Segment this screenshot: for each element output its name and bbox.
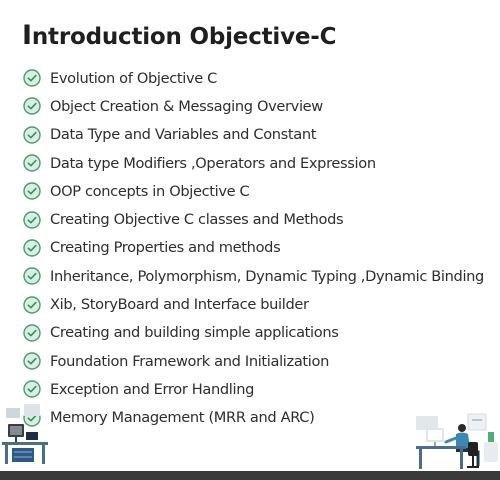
topic-label: Creating and building simple applications bbox=[50, 324, 339, 342]
list-item bbox=[22, 347, 498, 375]
list-item bbox=[22, 375, 498, 403]
topic-label: Object Creation & Messaging Overview bbox=[50, 97, 323, 115]
slide-title-rest: ntroduction Objective-C bbox=[31, 24, 337, 50]
check-circle-icon bbox=[23, 182, 41, 200]
topic-label: Foundation Framework and Initialization bbox=[50, 352, 329, 370]
footer-bar bbox=[0, 471, 500, 480]
list-item bbox=[22, 234, 498, 262]
check-circle-icon bbox=[23, 211, 41, 229]
topic-label: Creating Objective C classes and Methods bbox=[50, 211, 344, 229]
topic-label: Evolution of Objective C bbox=[50, 69, 218, 87]
desk-illustration-left bbox=[0, 402, 52, 470]
list-item bbox=[22, 64, 498, 92]
topic-label: Inheritance, Polymorphism, Dynamic Typing ,Dynamic Binding bbox=[50, 267, 484, 285]
slide-title-first-letter: I bbox=[22, 20, 32, 51]
topic-label: Data type Modifiers ,Operators and Expression bbox=[50, 154, 376, 172]
list-item bbox=[22, 149, 498, 177]
list-item bbox=[22, 290, 498, 318]
topic-list bbox=[22, 64, 498, 432]
topic-label: Exception and Error Handling bbox=[50, 380, 255, 398]
check-circle-icon bbox=[23, 380, 41, 398]
topic-label: Creating Properties and methods bbox=[50, 239, 281, 257]
topic-label: OOP concepts in Objective C bbox=[50, 182, 250, 200]
topic-label: Memory Management (MRR and ARC) bbox=[50, 409, 315, 427]
person-at-desk-illustration bbox=[412, 412, 500, 472]
check-circle-icon bbox=[23, 324, 41, 342]
check-circle-icon bbox=[23, 239, 41, 257]
check-circle-icon bbox=[23, 154, 41, 172]
check-circle-icon bbox=[23, 97, 41, 115]
list-item bbox=[22, 205, 498, 233]
check-circle-icon bbox=[23, 126, 41, 144]
list-item bbox=[22, 121, 498, 149]
check-circle-icon bbox=[23, 69, 41, 87]
list-item bbox=[22, 319, 498, 347]
list-item bbox=[22, 262, 498, 290]
topic-label: Data Type and Variables and Constant bbox=[50, 126, 317, 144]
topic-label: Xib, StoryBoard and Interface builder bbox=[50, 296, 309, 314]
check-circle-icon bbox=[23, 267, 41, 285]
list-item bbox=[22, 92, 498, 120]
check-circle-icon bbox=[23, 352, 41, 370]
check-circle-icon bbox=[23, 296, 41, 314]
slide-title bbox=[22, 20, 336, 51]
list-item bbox=[22, 177, 498, 205]
